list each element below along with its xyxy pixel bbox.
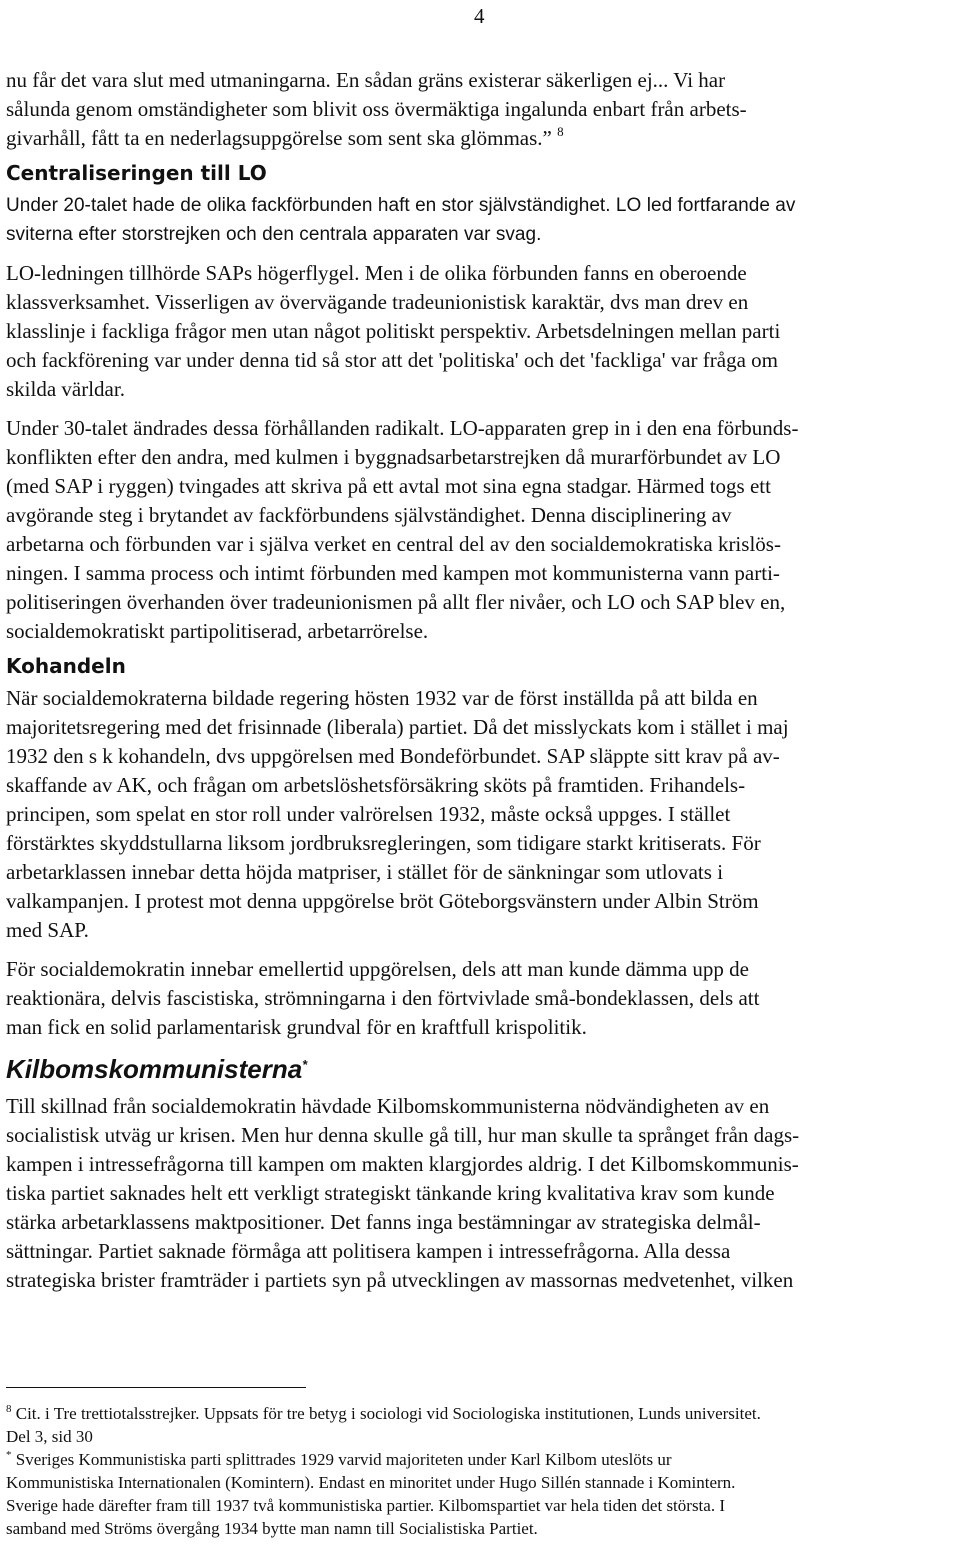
heading-kilbomskommunisterna	[6, 1052, 954, 1092]
paragraph-line: socialistisk utväg ur krisen. Men hur denna skulle gå till, hur man skulle ta språnget från dags-	[6, 1123, 800, 1147]
heading-kohandeln: Kohandeln	[6, 654, 126, 678]
paragraph-line: klassverksamhet. Visserligen av övervägande tradeunionistisk karaktär, dvs man drev en	[6, 290, 749, 314]
paragraph-line: skilda världar.	[6, 377, 125, 401]
paragraph-line: (med SAP i ryggen) tvingades att skriva på ett avtal mot sina egna stadgar. Härmed togs ett	[6, 474, 771, 498]
paragraph-line: konflikten efter den andra, med kulmen i byggnadsarbetarstrejken då murarförbundet av LO	[6, 445, 781, 469]
main-text	[6, 66, 954, 1295]
intro-line	[6, 124, 954, 153]
paragraph-line: förstärktes skyddstullarna liksom jordbruksregleringen, som tidigare starkt kritiserats. För	[6, 831, 761, 855]
footnote-text: Sveriges Kommunistiska parti splittrades 1929 varvid majoriteten under Karl Kilbom uteslöts ur	[15, 1450, 672, 1469]
paragraph-line: stärka arbetarklassens maktpositioner. Det fanns inga bestämningar av strategiska delmål-	[6, 1210, 761, 1234]
footnote-text: Del 3, sid 30	[6, 1427, 93, 1446]
intro-line: nu får det vara slut med utmaningarna. En sådan gräns existerar säkerligen ej... Vi har	[6, 68, 726, 92]
paragraph-line: LO-ledningen tillhörde SAPs högerflygel. Men i de olika förbunden fanns en oberoende	[6, 261, 747, 285]
paragraph-line: politiseringen överhanden över tradeunionismen på allt fler nivåer, och LO och SAP blev en,	[6, 590, 786, 614]
footnote-marker: 8	[6, 1403, 12, 1415]
paragraph-line: När socialdemokraterna bildade regering hösten 1932 var de först inställda på att bilda en	[6, 686, 758, 710]
paragraph-line: strategiska brister framträder i partiets syn på utvecklingen av massornas medvetenhet, vilken	[6, 1268, 794, 1292]
heading-centraliseringen: Centraliseringen till LO	[6, 161, 267, 185]
paragraph-line: reaktionära, delvis fascistiska, strömningarna i den förtvivlade små-bondeklassen, dels att	[6, 986, 760, 1010]
paragraph-line: socialdemokratiskt partipolitiserad, arbetarrörelse.	[6, 619, 429, 643]
heading-kilbomskommunisterna-text: Kilbomskommunisterna	[6, 1054, 303, 1084]
intro-line-text: givarhåll, fått ta en nederlagsuppgörelse som sent ska glömmas.”	[6, 126, 552, 150]
paragraph-line: Under 30-talet ändrades dessa förhållanden radikalt. LO-apparaten grep in i den ena förbunds-	[6, 416, 799, 440]
paragraph-line: majoritetsregering med det frisinnade (liberala) partiet. Då det misslyckats kom i stället i maj	[6, 715, 789, 739]
footnote-text: Sverige hade därefter fram till 1937 två kommunistiska partier. Kilbomspartiet var hela tiden det största. I	[6, 1496, 725, 1515]
footnote-8	[6, 1402, 954, 1425]
paragraph-line: med SAP.	[6, 918, 89, 942]
paragraph-line: arbetarna och förbunden var i själva verket en central del av den socialdemokratiska krislös-	[6, 532, 781, 556]
paragraph-line: kampen i intressefrågorna till kampen om makten klargjordes aldrig. I det Kilbomskommunis-	[6, 1152, 799, 1176]
footnote-text: Kommunistiska Internationalen (Komintern). Endast en minoritet under Hugo Sillén stannade i Komintern.	[6, 1473, 736, 1492]
paragraph-line: valkampanjen. I protest mot denna uppgörelse bröt Göteborgsvänstern under Albin Ström	[6, 889, 759, 913]
footnote-divider	[6, 1387, 306, 1388]
footnote-text: samband med Ströms övergång 1934 bytte man namn till Socialistiska Partiet.	[6, 1519, 538, 1538]
paragraph-line: avgörande steg i brytandet av fackförbundens självständighet. Denna disciplinering av	[6, 503, 732, 527]
paragraph-line: För socialdemokratin innebar emellertid uppgörelsen, dels att man kunde dämma upp de	[6, 957, 749, 981]
page-number: 4	[474, 4, 485, 28]
intro-line: sålunda genom omständigheter som blivit oss övermäktiga ingalunda enbart från arbets-	[6, 97, 747, 121]
paragraph-line: 1932 den s k kohandeln, dvs uppgörelsen med Bondeförbundet. SAP släppte sitt krav på av-	[6, 744, 780, 768]
footnote-star	[6, 1448, 954, 1471]
paragraph-line: principen, som spelat en stor roll under valrörelsen 1932, måste också uppges. I stället	[6, 802, 731, 826]
footnote-marker: *	[6, 1449, 12, 1461]
paragraph-line: tiska partiet saknades helt ett verkligt strategiskt tänkande kring kvalitativa krav som kunde	[6, 1181, 775, 1205]
paragraph-line: arbetarklassen innebar detta höjda matpriser, i stället för de sänkningar som utlovats i	[6, 860, 724, 884]
paragraph-line: sättningar. Partiet saknade förmåga att politisera kampen i intressefrågorna. Alla dessa	[6, 1239, 731, 1263]
footnote-ref-star[interactable]: *	[302, 1057, 308, 1072]
footnotes	[6, 1402, 954, 1540]
paragraph-line: Under 20-talet hade de olika fackförbunden haft en stor självständighet. LO led fortfarande av	[6, 195, 796, 216]
paragraph-line: klasslinje i fackliga frågor men utan något politiskt perspektiv. Arbetsdelningen mellan parti	[6, 319, 781, 343]
paragraph-line: och fackförening var under denna tid så stor att det 'politiska' och det 'fackliga' var fråga om	[6, 348, 779, 372]
paragraph-line: Till skillnad från socialdemokratin hävdade Kilbomskommunisterna nödvändigheten av en	[6, 1094, 770, 1118]
paragraph-line: ningen. I samma process och intimt förbunden med kampen mot kommunisterna vann parti-	[6, 561, 780, 585]
paragraph-line: man fick en solid parlamentarisk grundval för en kraftfull krispolitik.	[6, 1015, 587, 1039]
paragraph-line: skaffande av AK, och frågan om arbetslöshetsförsäkring sköts på framtiden. Frihandels-	[6, 773, 746, 797]
paragraph-line: sviterna efter storstrejken och den centrala apparaten var svag.	[6, 224, 542, 245]
footnote-text: Cit. i Tre trettiotalsstrejker. Uppsats för tre betyg i sociologi vid Sociologiska institutionen, Lunds universitet.	[15, 1404, 761, 1423]
footnote-ref-8[interactable]: 8	[557, 124, 564, 139]
